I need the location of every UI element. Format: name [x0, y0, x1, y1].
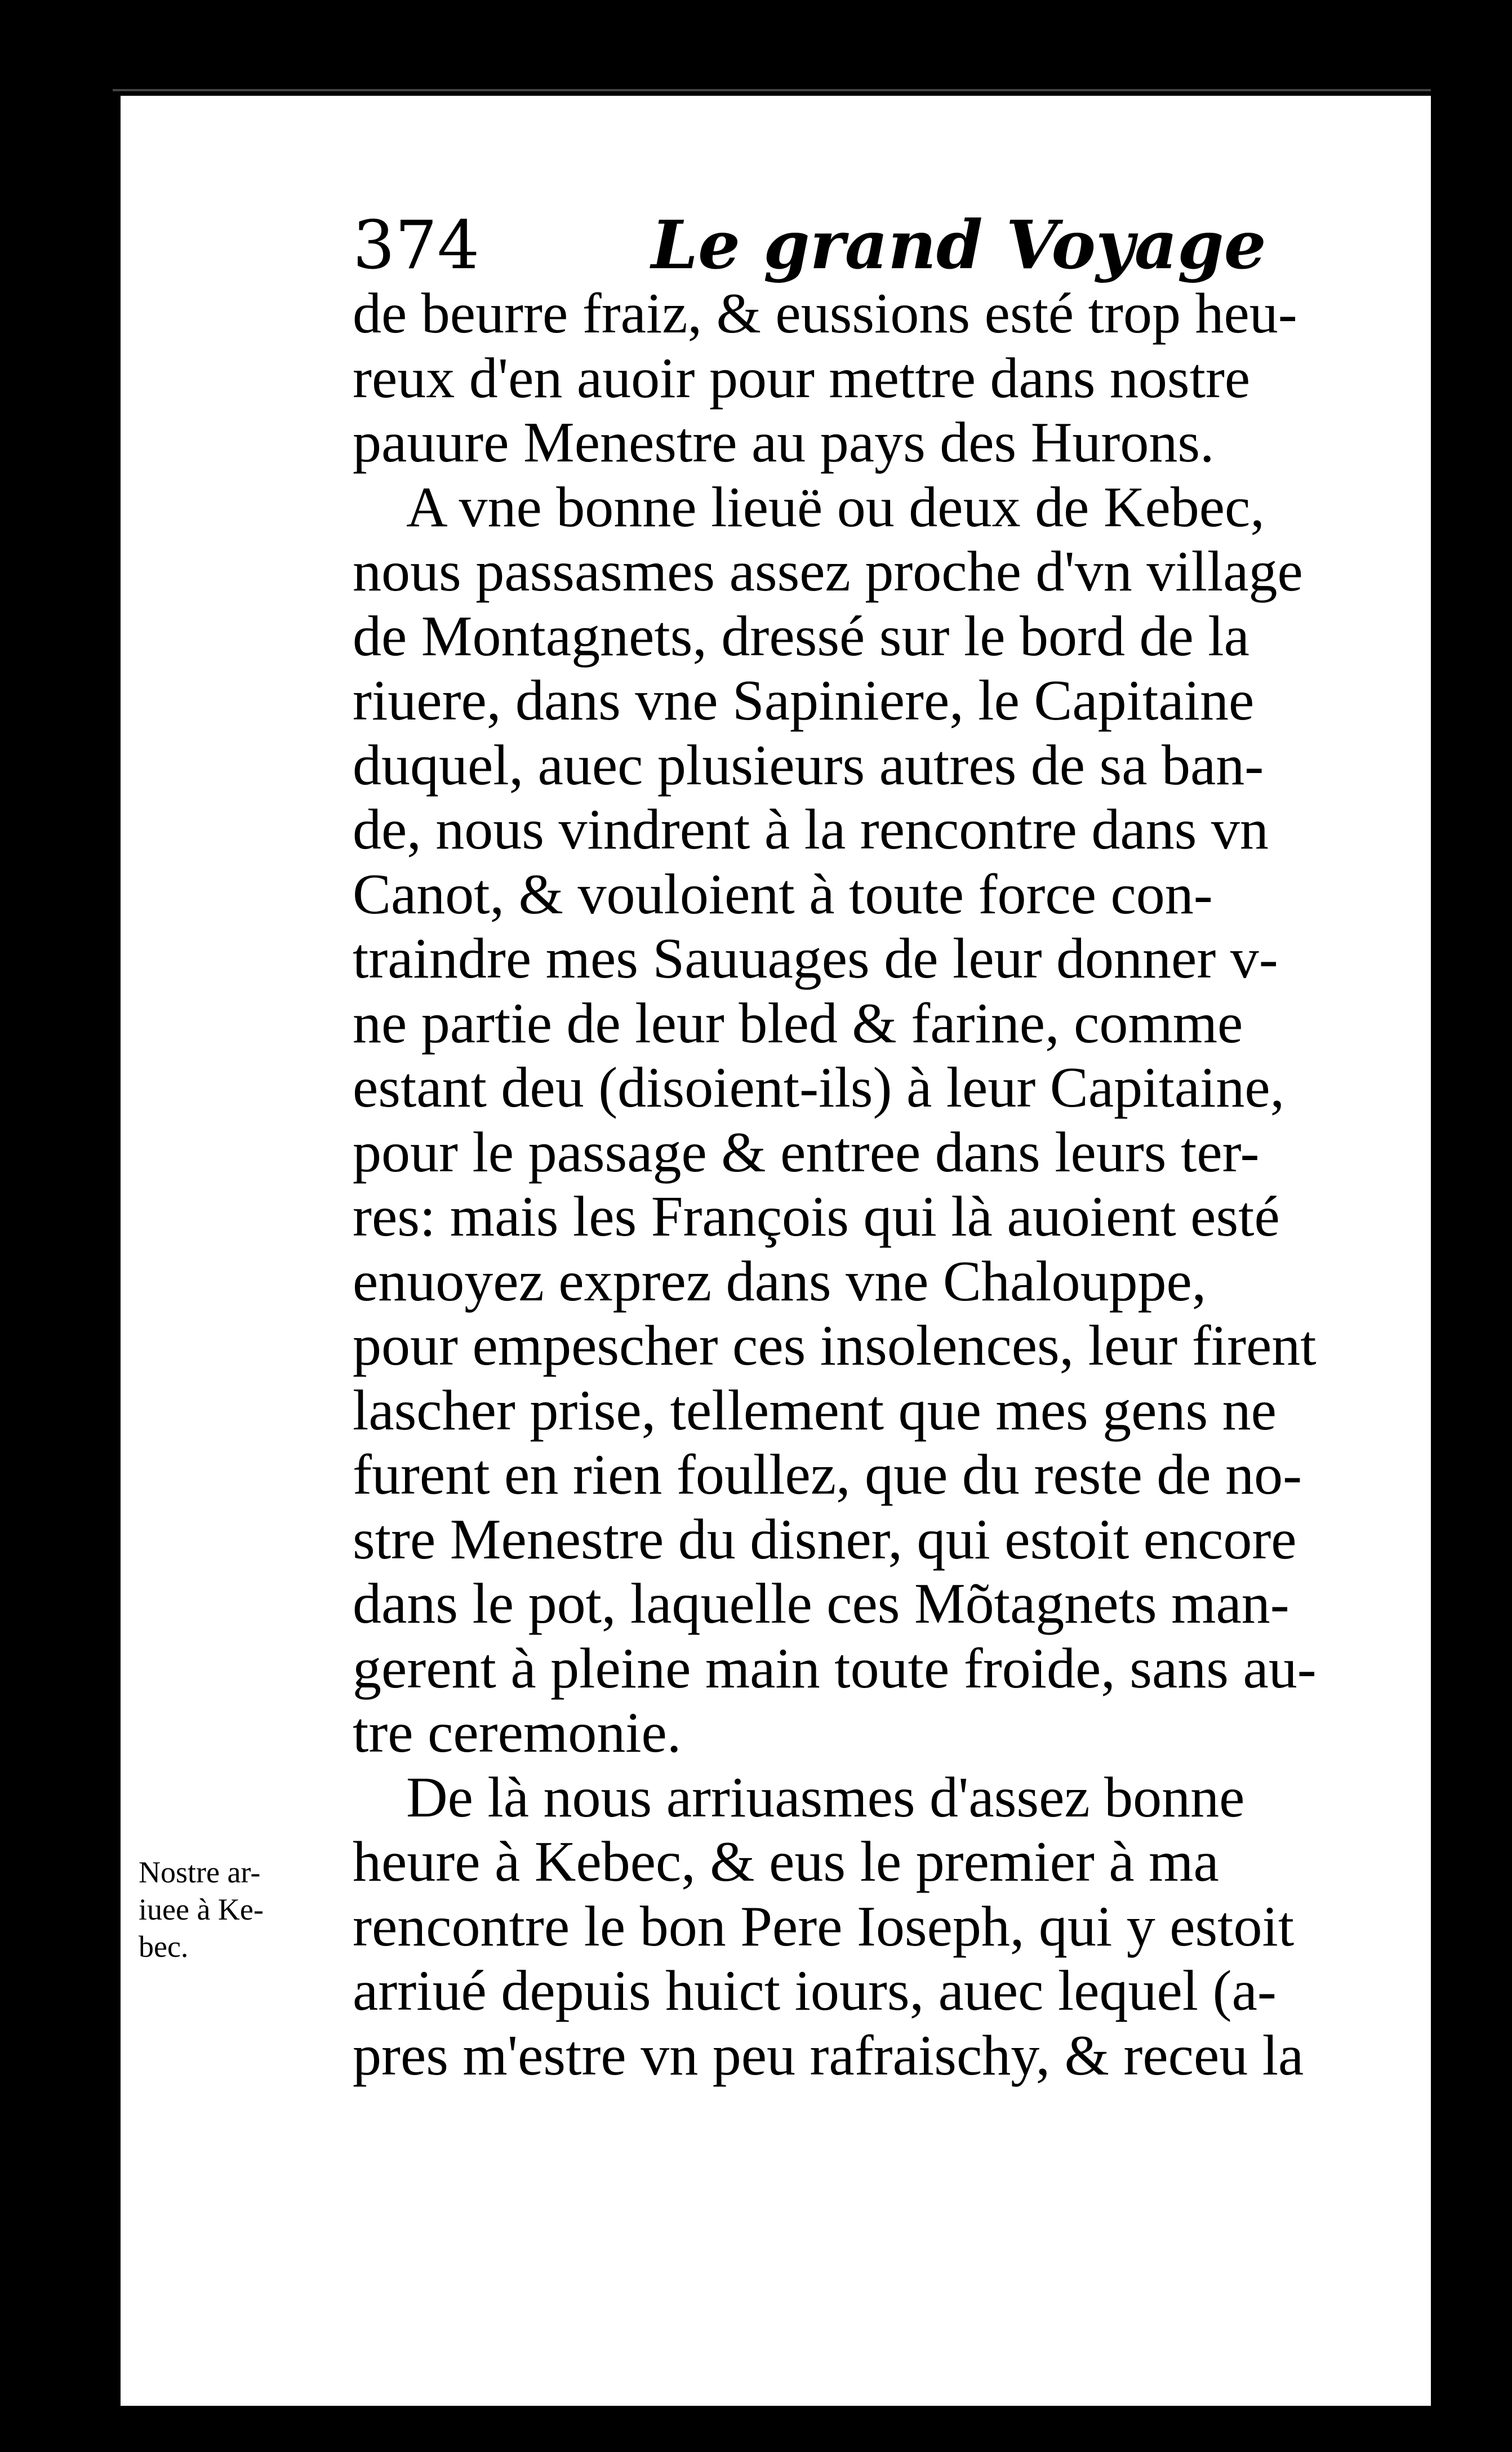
- text-line: ne partie de leur bled & farine, comme: [353, 991, 1243, 1055]
- text-line: nous passasmes assez proche d'vn village: [353, 540, 1303, 603]
- page-edge-shadow: [1431, 96, 1453, 2411]
- text-line: reux d'en auoir pour mettre dans nostre: [353, 346, 1251, 410]
- text-line: De là nous arriuasmes d'assez bonne: [406, 1765, 1245, 1829]
- text-line: pour le passage & entree dans leurs ter-: [353, 1120, 1260, 1184]
- text-line: de beurre fraiz, & eussions esté trop heu-: [353, 282, 1297, 345]
- text-line: estant deu (disoient-ils) à leur Capitaine,: [353, 1056, 1285, 1120]
- text-line: furent en rien foullez, que du reste de no-: [353, 1443, 1302, 1507]
- top-border-line: [113, 89, 1431, 91]
- text-line: A vne bonne lieuë ou deux de Kebec,: [406, 475, 1265, 539]
- running-title: Le grand Voyage: [651, 206, 1266, 284]
- page-number: 374: [353, 206, 480, 284]
- page-header: [353, 203, 1310, 287]
- text-line: lascher prise, tellement que mes gens ne: [353, 1378, 1277, 1442]
- text-line: stre Menestre du disner, qui estoit encore: [353, 1507, 1297, 1571]
- text-line: de Montagnets, dressé sur le bord de la: [353, 604, 1249, 668]
- text-line: pres m'estre vn peu rafraischy, & receu la: [353, 2023, 1304, 2087]
- text-line: de, nous vindrent à la rencontre dans vn: [353, 798, 1269, 861]
- text-line: pauure Menestre au pays des Hurons.: [353, 411, 1215, 474]
- text-line: Canot, & vouloient à toute force con-: [353, 862, 1213, 926]
- text-line: enuoyez exprez dans vne Chalouppe,: [353, 1249, 1207, 1313]
- margin-note-line: iuee à Ke-: [139, 1893, 264, 1926]
- body-text: [353, 282, 1344, 2088]
- text-line: rencontre le bon Pere Ioseph, qui y estoit: [353, 1894, 1295, 1958]
- text-line: gerent à pleine main toute froide, sans au-: [353, 1636, 1317, 1700]
- margin-note: [139, 1854, 336, 1965]
- text-line: duquel, auec plusieurs autres de sa ban-: [353, 733, 1264, 797]
- margin-note-line: bec.: [139, 1930, 189, 1964]
- text-line: res: mais les François qui là auoient esté: [353, 1185, 1280, 1249]
- text-line: tre ceremonie.: [353, 1701, 682, 1765]
- margin-note-line: Nostre ar-: [139, 1855, 261, 1889]
- text-line: riuere, dans vne Sapiniere, le Capitaine: [353, 669, 1255, 732]
- text-line: arriué depuis huict iours, auec lequel (a-: [353, 1959, 1277, 2023]
- text-line: traindre mes Sauuages de leur donner v-: [353, 927, 1278, 990]
- text-line: heure à Kebec, & eus le premier à ma: [353, 1830, 1219, 1894]
- text-line: dans le pot, laquelle ces Mõtagnets man-: [353, 1572, 1289, 1636]
- text-line: pour empescher ces insolences, leur firent: [353, 1314, 1317, 1378]
